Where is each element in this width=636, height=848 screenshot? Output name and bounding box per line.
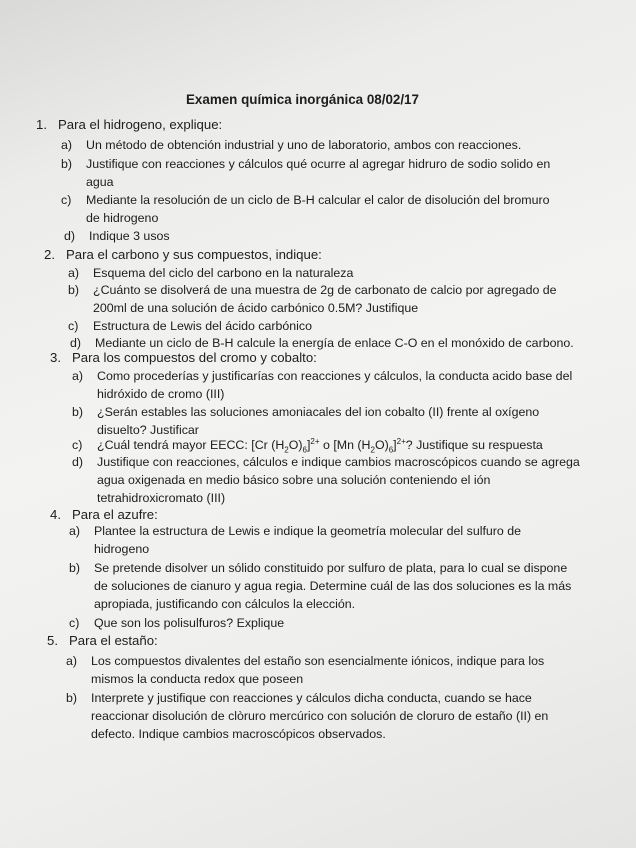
item-label: b): [69, 561, 81, 575]
item-text: agua oxigenada en medio básico sobre una solución conteniendo el ión: [97, 473, 491, 487]
item-label: d): [72, 455, 84, 469]
item-text: tetrahidroxicromato (III): [97, 491, 226, 505]
question-text: Para el azufre:: [72, 507, 158, 522]
item-text: Interprete y justifique con reacciones y cálculos dicha conducta, cuando se hace: [91, 691, 532, 705]
item-label: c): [68, 319, 79, 333]
question-3: [50, 350, 317, 365]
item-label: d): [70, 336, 82, 350]
item-text: disuelto? Justificar: [97, 423, 199, 437]
item-text: Un método de obtención industrial y uno de laboratorio, ambos con reacciones.: [86, 138, 522, 152]
item-text: ¿Cuál tendrá mayor EECC: [Cr $(H_2O)_6]^{2+}$ o [Mn $(H_2O)_6]^{2+}$? Justifique su respuesta: [97, 436, 543, 455]
question-number: 5.: [47, 633, 58, 648]
item-text: ¿Cuánto se disolverá de una muestra de 2g de carbonato de calcio por agregado de: [93, 283, 557, 297]
item-label: a): [66, 654, 78, 668]
item-text: Justifique con reacciones y cálculos qué ocurre al agregar hidruro de sodio solido en: [86, 157, 551, 171]
item-text: Esquema del ciclo del carbono en la naturaleza: [93, 266, 354, 280]
question-text: Para el hidrogeno, explique:: [58, 117, 223, 132]
item-text: de soluciones de cianuro y agua regia. Determine cuál de las dos soluciones es la más: [94, 579, 572, 593]
item-label: a): [69, 524, 81, 538]
item-text: 200ml de una solución de ácido carbónico 0.5M? Justifique: [93, 301, 419, 315]
item-text: ¿Serán estables las soluciones amoniacales del ion cobalto (II) frente al oxígeno: [97, 405, 540, 419]
item-label: a): [72, 369, 84, 383]
item-label: a): [68, 266, 80, 280]
item-label: c): [72, 438, 83, 452]
question-1: [36, 117, 222, 132]
question-text: Para el estaño:: [69, 633, 158, 648]
item-label: c): [69, 616, 80, 630]
question-text: Para los compuestos del cromo y cobalto:: [72, 350, 317, 365]
item-text: Justifique con reacciones, cálculos e indique cambios macroscópicos cuando se agrega: [97, 455, 580, 469]
question-2: [44, 247, 322, 262]
item-label: c): [61, 193, 72, 207]
item-text: Plantee la estructura de Lewis e indique la geometría molecular del sulfuro de: [94, 524, 522, 538]
question-4: [50, 507, 158, 522]
item-label: b): [68, 283, 80, 297]
item-text: Mediante un ciclo de B-H calcule la energía de enlace C-O en el monóxido de carbono.: [95, 336, 574, 350]
item-text: Que son los polisulfuros? Explique: [94, 616, 285, 630]
question-number: 2.: [44, 247, 55, 262]
item-text: Indique 3 usos: [89, 229, 170, 243]
question-text: Para el carbono y sus compuestos, indique:: [66, 247, 322, 262]
item-text: hidróxido de cromo (III): [97, 387, 225, 401]
item-text: Como procederías y justificarías con reacciones y cálculos, la conducta acido base del: [97, 369, 573, 383]
item-text: reaccionar disolución de clòruro mercúrico con solución de cloruro de estaño (II) en: [91, 709, 549, 723]
question-number: 1.: [36, 117, 47, 132]
item-text: defecto. Indique cambios macroscópicos observados.: [91, 727, 386, 741]
item-text: mismos la conducta redox que poseen: [91, 672, 304, 686]
item-text: apropiada, justificando con cálculos la elección.: [94, 597, 356, 611]
item-label: b): [72, 405, 84, 419]
exam-title: Examen química inorgánica 08/02/17: [186, 92, 419, 107]
item-text: Se pretende disolver un sólido constituido por sulfuro de plata, para lo cual se dispone: [94, 561, 568, 575]
item-label: a): [61, 138, 73, 152]
item-text: hidrogeno: [94, 542, 150, 556]
question-number: 4.: [50, 507, 61, 522]
item-text: de hidrogeno: [86, 211, 159, 225]
item-label: d): [64, 229, 76, 243]
item-text: Estructura de Lewis del ácido carbónico: [93, 319, 313, 333]
question-5: [47, 633, 158, 648]
item-label: b): [61, 157, 73, 171]
item-label: b): [66, 691, 78, 705]
question-number: 3.: [50, 350, 61, 365]
item-text: Mediante la resolución de un ciclo de B-H calcular el calor de disolución del bromuro: [86, 193, 550, 207]
item-text: Los compuestos divalentes del estaño son esencialmente iónicos, indique para los: [91, 654, 545, 668]
item-text: agua: [86, 175, 114, 189]
